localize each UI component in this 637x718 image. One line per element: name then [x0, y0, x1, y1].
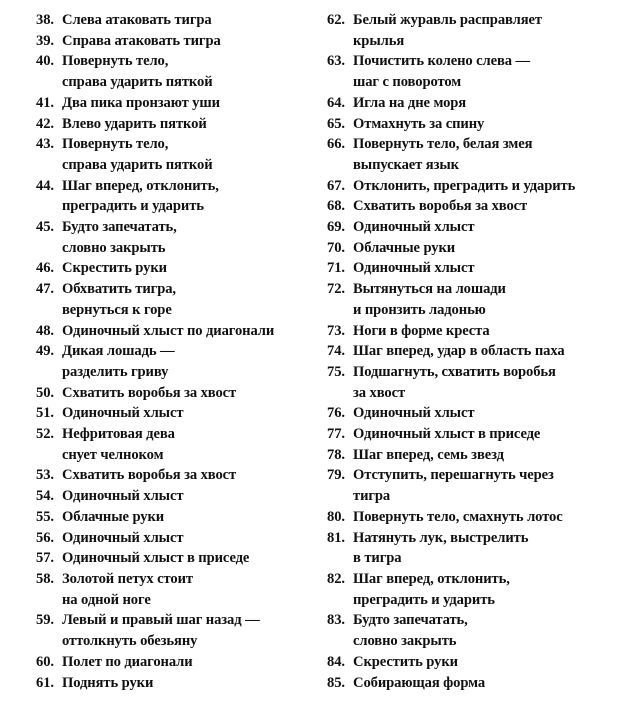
- item-text-line: вернуться к горе: [62, 301, 172, 318]
- list-item: [327, 341, 632, 362]
- list-item: [36, 217, 318, 258]
- item-text: [62, 548, 318, 569]
- item-number: 81.: [327, 529, 345, 546]
- item-text: [353, 610, 632, 651]
- list-item: [36, 528, 318, 549]
- item-text-line: Одиночный хлыст: [353, 405, 475, 422]
- list-item: [327, 465, 632, 506]
- item-number: 78.: [327, 446, 345, 463]
- list-item: [36, 403, 318, 424]
- list-item: [327, 134, 632, 175]
- item-text-line: Нефритовая дева: [62, 426, 175, 443]
- item-number: 56.: [36, 529, 54, 546]
- item-text-line: Повернуть тело,: [62, 136, 169, 153]
- list-item: [36, 176, 318, 217]
- item-number: 72.: [327, 281, 345, 298]
- item-text: [353, 652, 632, 673]
- item-text-line: словно закрыть: [353, 633, 457, 650]
- item-number: 65.: [327, 115, 345, 132]
- item-number: 47.: [36, 281, 54, 298]
- item-text: [62, 341, 318, 382]
- list-item: [36, 10, 318, 31]
- list-item: [327, 196, 632, 217]
- item-text-line: Будто запечатать,: [62, 219, 177, 236]
- item-text-line: Отступить, перешагнуть через: [353, 467, 554, 484]
- list-item: [36, 258, 318, 279]
- item-text-line: Повернуть тело, белая змея: [353, 136, 533, 153]
- item-text-line: Подшагнуть, схватить воробья: [353, 363, 556, 380]
- item-number: 59.: [36, 612, 54, 629]
- list-item: [327, 362, 632, 403]
- list-item: [327, 424, 632, 445]
- item-text: [62, 424, 318, 465]
- item-text-line: Натянуть лук, выстрелить: [353, 529, 529, 546]
- item-number: 64.: [327, 94, 345, 111]
- item-text: [62, 403, 318, 424]
- list-item: [36, 383, 318, 404]
- list-item: [327, 258, 632, 279]
- item-number: 62.: [327, 12, 345, 28]
- list-item: [36, 93, 318, 114]
- item-text-line: Два пика пронзают уши: [62, 94, 220, 111]
- item-text-line: Схватить воробья за хвост: [353, 198, 528, 215]
- item-text: [353, 10, 632, 51]
- list-item: [327, 652, 632, 673]
- item-text-line: шаг с поворотом: [353, 74, 462, 91]
- item-number: 68.: [327, 198, 345, 215]
- item-number: 43.: [36, 136, 54, 153]
- list-item: [327, 238, 632, 259]
- item-text-line: Скрестить руки: [353, 653, 458, 670]
- item-text-line: Схватить воробья за хвост: [62, 384, 237, 401]
- item-text: [353, 196, 632, 217]
- item-number: 58.: [36, 570, 54, 587]
- list-item: [36, 507, 318, 528]
- list-item: [327, 403, 632, 424]
- item-text-line: снует челноком: [62, 446, 164, 463]
- list-item: [36, 134, 318, 175]
- item-text-line: Отклонить, преградить и ударить: [353, 177, 576, 194]
- item-number: 83.: [327, 612, 345, 629]
- item-text-line: в тигра: [353, 550, 402, 567]
- list-item: [327, 279, 632, 320]
- item-number: 49.: [36, 343, 54, 360]
- item-text-line: Одиночный хлыст: [62, 529, 184, 546]
- item-text-line: Шаг вперед, семь звезд: [353, 446, 504, 463]
- item-text-line: Одиночный хлыст в приседе: [62, 550, 250, 567]
- item-text-line: Обхватить тигра,: [62, 281, 176, 298]
- item-number: 82.: [327, 570, 345, 587]
- item-text-line: и пронзить ладонью: [353, 301, 486, 318]
- item-text: [62, 258, 318, 279]
- item-text: [62, 610, 318, 651]
- item-text: [62, 10, 318, 31]
- item-number: 55.: [36, 508, 54, 525]
- item-number: 50.: [36, 384, 54, 401]
- item-text-line: на одной ноге: [62, 591, 151, 608]
- item-number: 85.: [327, 674, 345, 691]
- left-column-list: [36, 10, 318, 693]
- list-item: [327, 217, 632, 238]
- item-number: 42.: [36, 115, 54, 132]
- item-number: 69.: [327, 219, 345, 236]
- item-text: [353, 424, 632, 445]
- item-text: [353, 362, 632, 403]
- item-number: 60.: [36, 653, 54, 670]
- item-number: 53.: [36, 467, 54, 484]
- item-text-line: Игла на дне моря: [353, 94, 467, 111]
- item-text: [62, 465, 318, 486]
- item-text-line: Вытянуться на лошади: [353, 281, 506, 298]
- item-number: 75.: [327, 363, 345, 380]
- item-number: 54.: [36, 488, 54, 505]
- item-text: [353, 93, 632, 114]
- item-text-line: Левый и правый шаг назад —: [62, 612, 260, 629]
- item-text: [353, 258, 632, 279]
- item-text: [353, 465, 632, 506]
- item-number: 70.: [327, 239, 345, 256]
- item-text-line: справа ударить пяткой: [62, 156, 213, 173]
- item-text: [62, 176, 318, 217]
- item-text: [353, 569, 632, 610]
- list-item: [327, 10, 632, 51]
- item-text: [353, 507, 632, 528]
- item-text-line: Одиночный хлыст: [62, 405, 184, 422]
- item-text-line: справа ударить пяткой: [62, 74, 213, 91]
- item-number: 38.: [36, 12, 54, 28]
- item-text-line: разделить гриву: [62, 363, 169, 380]
- item-text-line: Скрестить руки: [62, 260, 167, 277]
- item-number: 40.: [36, 53, 54, 70]
- item-text: [353, 134, 632, 175]
- list-item: [36, 424, 318, 465]
- list-item: [36, 610, 318, 651]
- item-text-line: Облачные руки: [353, 239, 456, 256]
- item-number: 63.: [327, 53, 345, 70]
- item-number: 66.: [327, 136, 345, 153]
- item-text-line: Облачные руки: [62, 508, 165, 525]
- item-text-line: Ноги в форме креста: [353, 322, 490, 339]
- item-text: [353, 321, 632, 342]
- list-item: [327, 569, 632, 610]
- list-item: [327, 176, 632, 197]
- item-text: [62, 321, 318, 342]
- list-item: [36, 548, 318, 569]
- item-number: 84.: [327, 653, 345, 670]
- item-text-line: Полет по диагонали: [62, 653, 193, 670]
- list-item: [36, 465, 318, 486]
- item-text: [353, 673, 632, 694]
- item-text-line: Справа атаковать тигра: [62, 32, 221, 49]
- item-text-line: словно закрыть: [62, 239, 166, 256]
- item-text-line: оттолкнуть обезьяну: [62, 633, 198, 650]
- item-text-line: Дикая лошадь —: [62, 343, 175, 360]
- item-text: [62, 51, 318, 92]
- item-number: 39.: [36, 32, 54, 49]
- item-number: 44.: [36, 177, 54, 194]
- list-item: [327, 51, 632, 92]
- item-text: [62, 134, 318, 175]
- item-number: 77.: [327, 426, 345, 443]
- list-item: [327, 93, 632, 114]
- item-text-line: выпускает язык: [353, 156, 459, 173]
- item-text-line: преградить и ударить: [353, 591, 495, 608]
- item-text-line: Одиночный хлыст в приседе: [353, 426, 541, 443]
- list-item: [36, 486, 318, 507]
- item-text: [353, 238, 632, 259]
- item-number: 76.: [327, 405, 345, 422]
- list-item: [36, 279, 318, 320]
- item-text: [62, 652, 318, 673]
- item-text: [62, 673, 318, 694]
- item-text-line: Шаг вперед, удар в область паха: [353, 343, 565, 360]
- item-number: 45.: [36, 219, 54, 236]
- item-text: [353, 279, 632, 320]
- item-text-line: Слева атаковать тигра: [62, 12, 212, 28]
- list-item: [327, 114, 632, 135]
- list-item: [36, 51, 318, 92]
- list-item: [36, 114, 318, 135]
- item-text: [62, 93, 318, 114]
- item-text-line: крылья: [353, 32, 405, 49]
- item-text-line: Будто запечатать,: [353, 612, 468, 629]
- list-item: [36, 31, 318, 52]
- list-item: [327, 507, 632, 528]
- item-number: 73.: [327, 322, 345, 339]
- item-number: 80.: [327, 508, 345, 525]
- item-number: 71.: [327, 260, 345, 277]
- item-text-line: тигра: [353, 488, 391, 505]
- item-number: 57.: [36, 550, 54, 567]
- item-text: [62, 528, 318, 549]
- item-number: 52.: [36, 426, 54, 443]
- item-number: 41.: [36, 94, 54, 111]
- list-item: [327, 673, 632, 694]
- list-item: [36, 673, 318, 694]
- item-text: [62, 114, 318, 135]
- list-item: [327, 445, 632, 466]
- item-text: [353, 341, 632, 362]
- item-text-line: Почистить колено слева —: [353, 53, 531, 70]
- list-item: [36, 652, 318, 673]
- item-text-line: Повернуть тело,: [62, 53, 169, 70]
- list-item: [36, 569, 318, 610]
- item-number: 74.: [327, 343, 345, 360]
- item-text-line: Собирающая форма: [353, 674, 486, 691]
- item-text-line: Шаг вперед, отклонить,: [353, 570, 510, 587]
- item-text-line: Одиночный хлыст: [353, 260, 475, 277]
- item-text: [62, 569, 318, 610]
- item-text: [353, 114, 632, 135]
- item-text: [353, 217, 632, 238]
- item-number: 46.: [36, 260, 54, 277]
- item-text: [353, 51, 632, 92]
- item-text-line: Шаг вперед, отклонить,: [62, 177, 219, 194]
- item-text: [62, 486, 318, 507]
- item-number: 79.: [327, 467, 345, 484]
- item-text-line: Одиночный хлыст: [353, 219, 475, 236]
- item-number: 61.: [36, 674, 54, 691]
- item-number: 67.: [327, 177, 345, 194]
- list-item: [327, 610, 632, 651]
- item-text-line: Влево ударить пяткой: [62, 115, 207, 132]
- item-text: [353, 528, 632, 569]
- item-text: [62, 279, 318, 320]
- item-text: [62, 217, 318, 258]
- right-column-list: [327, 10, 632, 693]
- list-item: [36, 321, 318, 342]
- list-item: [327, 528, 632, 569]
- item-text-line: Одиночный хлыст по диагонали: [62, 322, 275, 339]
- item-text-line: Белый журавль расправляет: [353, 12, 542, 28]
- item-text-line: Отмахнуть за спину: [353, 115, 485, 132]
- list-item: [36, 341, 318, 382]
- item-text: [353, 176, 632, 197]
- item-text-line: Схватить воробья за хвост: [62, 467, 237, 484]
- item-text-line: за хвост: [353, 384, 406, 401]
- item-number: 48.: [36, 322, 54, 339]
- item-text-line: Одиночный хлыст: [62, 488, 184, 505]
- list-item: [327, 321, 632, 342]
- item-text: [62, 383, 318, 404]
- item-text-line: Золотой петух стоит: [62, 570, 193, 587]
- item-text: [62, 31, 318, 52]
- item-text: [62, 507, 318, 528]
- item-text: [353, 403, 632, 424]
- item-text-line: преградить и ударить: [62, 198, 204, 215]
- item-text: [353, 445, 632, 466]
- item-number: 51.: [36, 405, 54, 422]
- item-text-line: Повернуть тело, смахнуть лотос: [353, 508, 563, 525]
- item-text-line: Поднять руки: [62, 674, 154, 691]
